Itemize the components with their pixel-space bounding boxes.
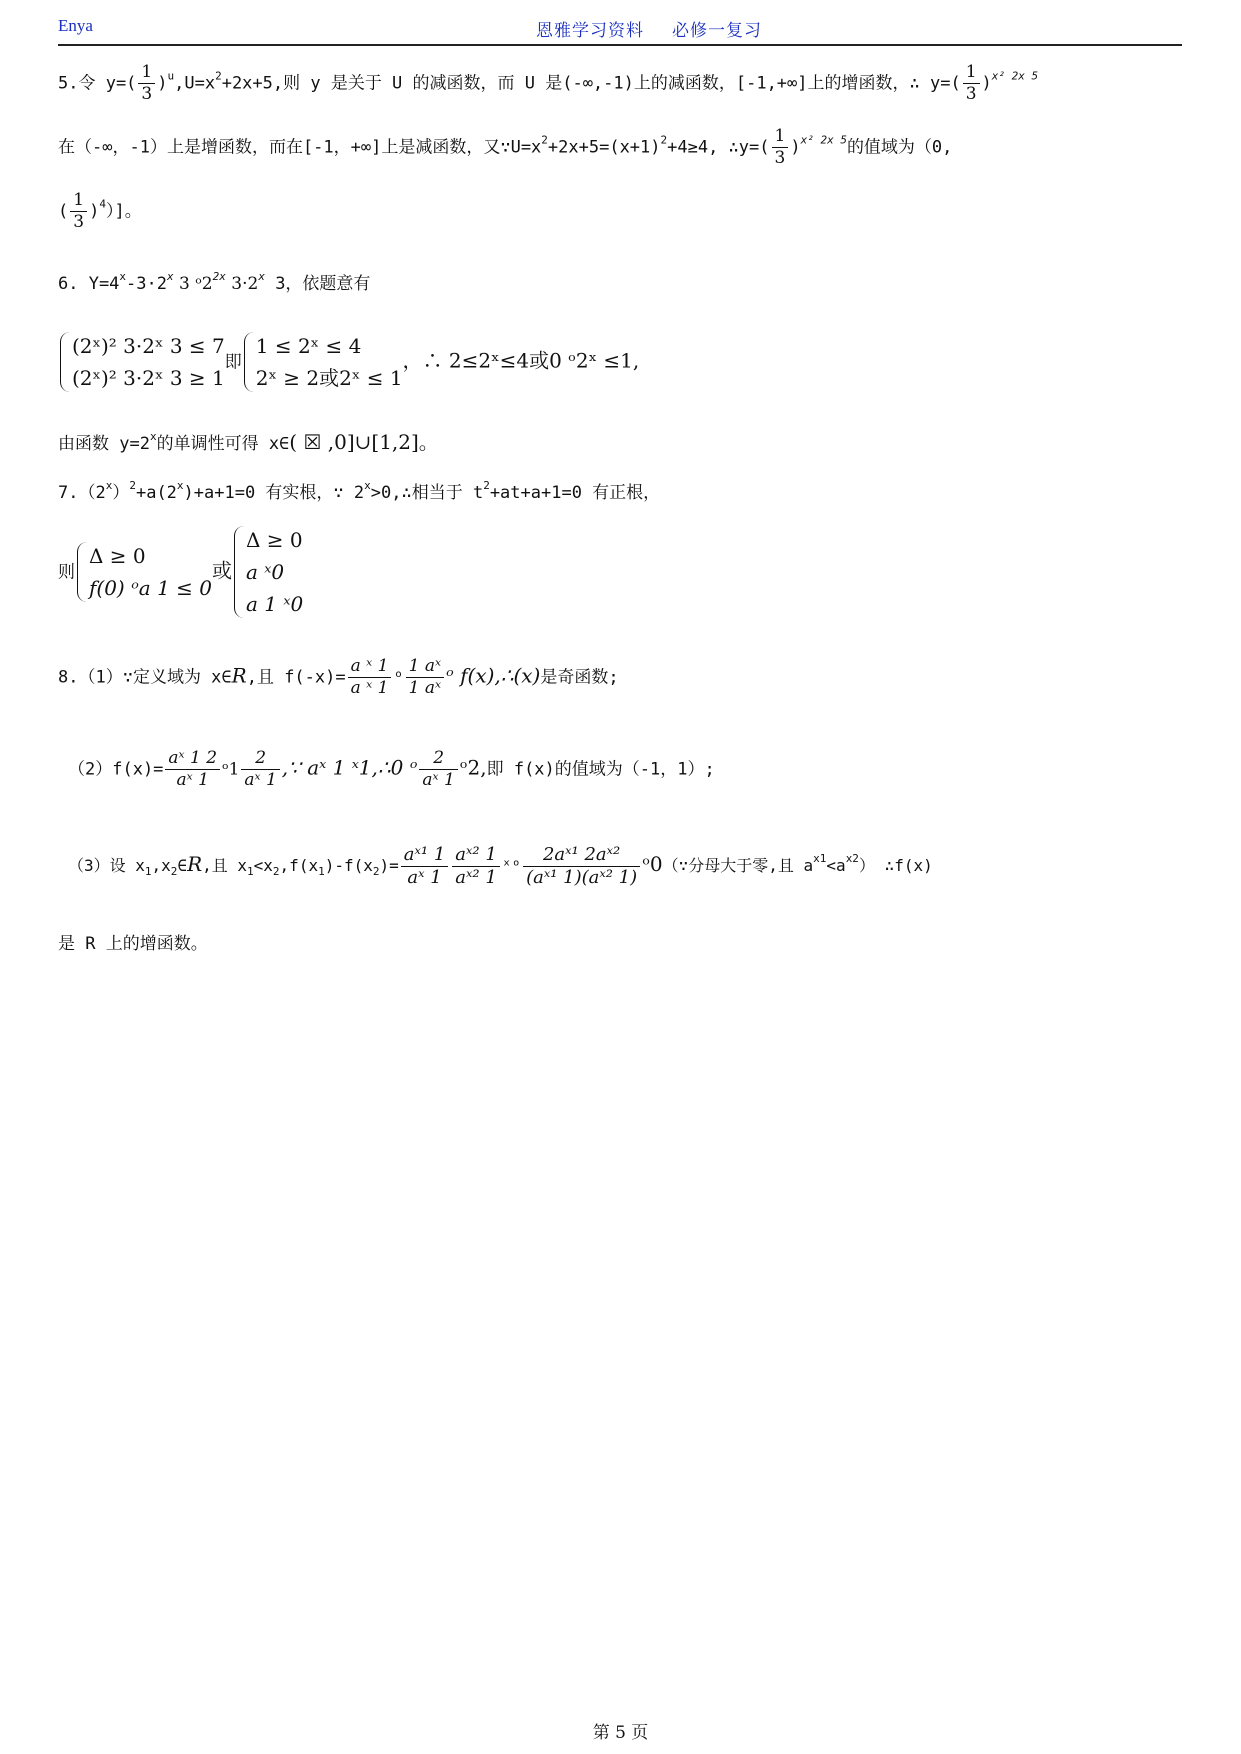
q7-system-2: Δ ≥ 0 a ˣ0 a 1 ˣ0 — [232, 524, 303, 620]
q6-line-1: 6. $Y=4^x-3\cdot 2^x$ 3 $ᵒ2^{2x}$ $3\cdot 2^x$ 3，依题意有 — [58, 270, 371, 294]
q7-system-1: Δ ≥ 0 f(0) ᵒa 1 ≤ 0 — [75, 540, 212, 604]
q5-line-2: 在（-∞，-1）上是增函数，而在[-1，+∞]上是减函数，又$\because U=x^2+2x+5=(x+1)^2+4\ge 4$, ∴y=( $\frac{1}{3}$ )$^{x^2 2x 5}$的值域为（0, — [58, 126, 953, 168]
header-left: Enya — [58, 16, 93, 35]
q8-part-2: （2）f(x)= $\frac{\text{aˣ 1 2}}{\text{aˣ 1}}$ ᵒ1 $\frac{2}{\text{aˣ 1}}$ ,∵ aˣ 1 ˣ1,∴0 ᵒ $\frac{2}{\text{aˣ 1}}$ ᵒ2,即 f(x)的值域为（-1，1）; — [68, 748, 715, 790]
q5-line-3: ( $\frac{1}{3}$ )$^4$）]。 — [58, 190, 142, 232]
header-center: 恩雅学习资料 必修一复习 — [536, 21, 762, 41]
q6-system-2: 1 ≤ 2ˣ ≤ 4 2ˣ ≥ 2或2ˣ ≤ 1 — [242, 330, 403, 394]
page-footer: 第 5 页 — [592, 1723, 649, 1743]
q8-part-3: （3）设 $x_1,x_2\in R$,且 $x_1<x_2,f(x_1)-f(x_2)=$ $\frac{\text{aˣ¹ 1}}{\text{aˣ 1}}$ $\frac{\text{aˣ² 1}}{\text{aˣ² 1}}$ ˣᵒ $\frac{\text{2aˣ¹ 2aˣ²}}{\text{(aˣ¹ 1)(aˣ² 1)}}$ ᵒ0（∵分母大于零,且 $a^{x1}<a^{x2}$） ∴f(x) — [68, 844, 933, 888]
q5-line-1: 5.令 y=( $\frac{1}{3}$ )$^u,U=x^2+2x+5$,则 y 是关于 U 的减函数，而 U 是(-∞,-1)上的减函数，[-1,+∞]上的增函数，∴ y=( $\frac{1}{3}$ )$^{x^2 2x 5}$ — [58, 62, 1039, 104]
q6-line-3: 由函数 $y=2^x$的单调性可得 x∈( ☒ ,0]∪[1,2]。 — [58, 430, 439, 454]
page-header — [58, 14, 1182, 46]
q6-system-1: (2ˣ)² 3·2ˣ 3 ≤ 7 (2ˣ)² 3·2ˣ 3 ≥ 1 — [58, 330, 225, 394]
q8-part-3-line-2: 是 R 上的增函数。 — [58, 934, 208, 954]
q7-system: 则 Δ ≥ 0 f(0) ᵒa 1 ≤ 0 或 Δ ≥ 0 a ˣ0 a 1 ˣ0 — [58, 524, 303, 620]
q6-system: (2ˣ)² 3·2ˣ 3 ≤ 7 (2ˣ)² 3·2ˣ 3 ≥ 1 即 1 ≤ 2ˣ ≤ 4 2ˣ ≥ 2或2ˣ ≤ 1 ，∴ 2≤2ˣ≤4或0 ᵒ2ˣ ≤1, — [58, 330, 639, 394]
q8-part-1: 8.（1）∵定义域为 x∈R,且 f(-x)= $\frac{\text{a ˣ 1}}{\text{a ˣ 1}}$ ᵒ $\frac{\text{1 aˣ}}{\text{1 aˣ}}$ ᵒ f(x),∴(x)是奇函数; — [58, 656, 619, 698]
q7-line-1: $7.(2^x)^2+a(2^x)+a+1=0$ 有实根，∵ $2^x>0,\therefore$相当于 $t^2+at+a+1=0$ 有正根， — [58, 479, 661, 503]
